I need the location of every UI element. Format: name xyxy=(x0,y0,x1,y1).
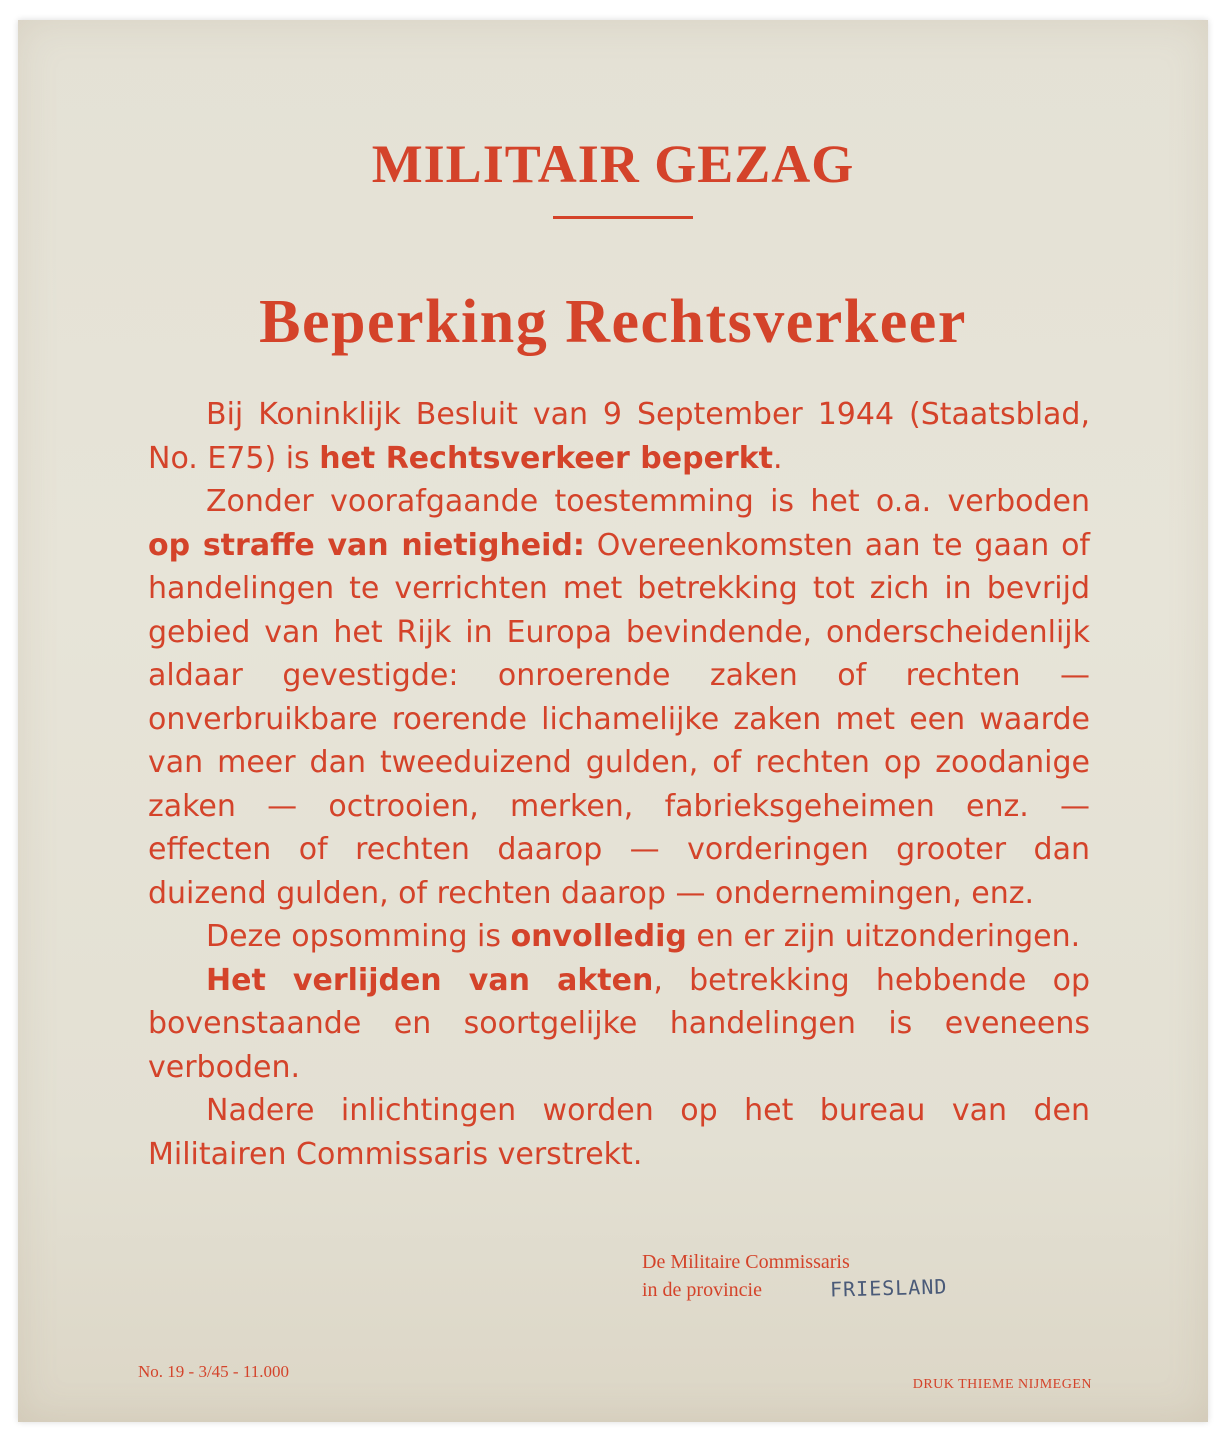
signature-line-province: in de provincie xyxy=(642,1279,762,1301)
signature-block xyxy=(642,1248,850,1304)
paragraph-text: Zonder voorafgaande toestemming is het o.a. verboden xyxy=(206,484,1090,519)
paragraph-bold: Het verlijden van akten xyxy=(206,962,654,998)
paragraph-text: , betrekking hebbende op bovenstaande en soortgelijke handelingen is eveneens verboden. xyxy=(148,962,1090,1085)
paragraph-text: Nadere inlichtingen worden op het bureau van den Militairen Commissaris verstrekt. xyxy=(148,1093,1090,1172)
poster-sheet xyxy=(18,20,1208,1422)
paragraph-bold: op straffe van nietigheid: xyxy=(148,527,585,563)
paragraph-incomplete xyxy=(148,915,1090,959)
paragraph-deeds xyxy=(148,959,1090,1090)
print-run-number: No. 19 - 3/45 - 11.000 xyxy=(138,1362,289,1381)
paragraph-text: Overeenkomsten aan te gaan of handelingen te verrichten met betrekking tot zich in bevrijd gebied van het Rijk in Europa bevindende, onderscheidenlijk aldaar gevestigde: onroerende zaken of rechten — onverbruikbare roerende lichamelijke zaken met een waarde van meer dan tweeduizend gulden, of rechten op zoodanige zaken — octrooien, merken, fabrieksgeheimen enz. — effecten of rechten daarop — vorderingen grooter dan duizend gulden, of rechten daarop — ondernemingen, enz. xyxy=(148,527,1090,911)
poster-body xyxy=(148,393,1090,1176)
signature-line-title: De Militaire Commissaris xyxy=(642,1251,850,1273)
poster-title: MILITAIR GEZAG xyxy=(371,134,855,194)
paragraph-prohibition xyxy=(148,480,1090,915)
title-divider xyxy=(553,216,693,219)
province-stamp: FRIESLAND xyxy=(829,1274,948,1302)
paragraph-bold: onvolledig xyxy=(510,919,687,954)
paragraph-text: Bij Koninklijk Besluit van 9 September 1944 (Staatsblad, No. E75) is xyxy=(148,397,1090,476)
paragraph-information xyxy=(148,1089,1090,1176)
poster-subtitle: Beperking Rechtsverkeer xyxy=(259,288,967,356)
printer-credit: DRUK THIEME NIJMEGEN xyxy=(912,1377,1092,1392)
paragraph-bold: het Rechtsverkeer beperkt xyxy=(319,440,773,476)
paragraph-text: en er zijn uitzonderingen. xyxy=(686,919,1081,954)
paragraph-decree xyxy=(148,393,1090,480)
paragraph-text: . xyxy=(773,440,783,476)
paragraph-text: Deze opsomming is xyxy=(206,919,511,954)
